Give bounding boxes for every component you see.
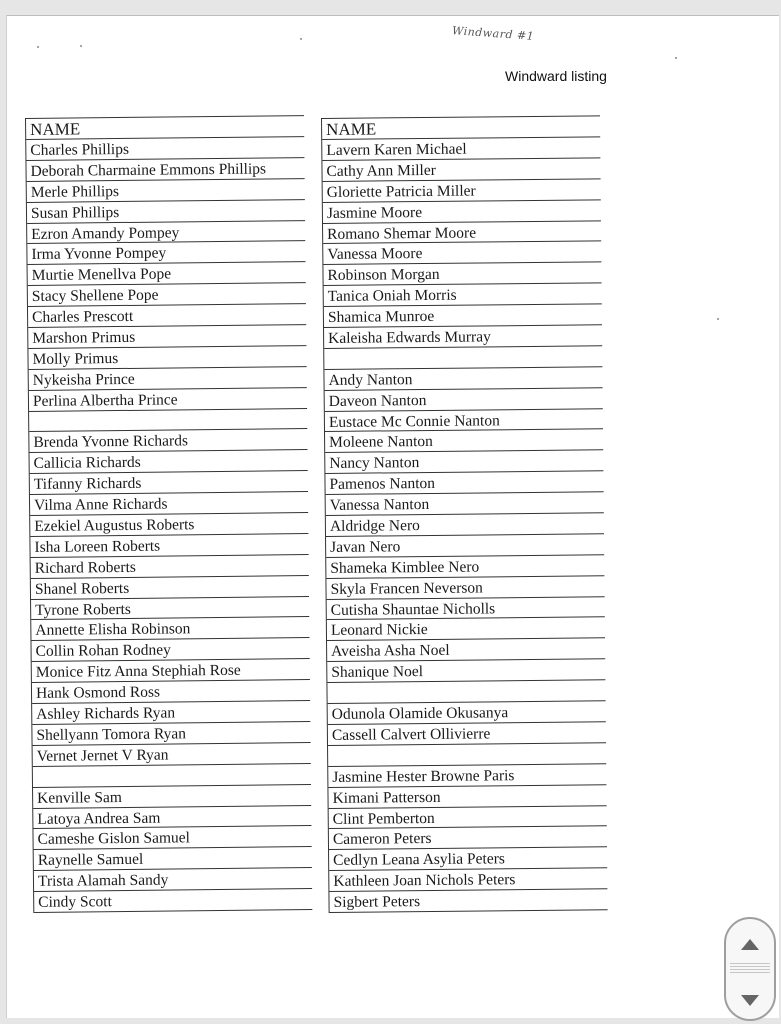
name-row: Skyla Francen Neverson	[326, 576, 604, 600]
name-row: Moleene Nanton	[325, 430, 603, 454]
name-row	[328, 743, 606, 767]
scan-speck	[37, 46, 39, 48]
name-row: Collin Rohan Rodney	[31, 638, 309, 662]
scan-speck	[675, 57, 677, 59]
name-row: Tanica Oniah Morris	[324, 284, 602, 308]
names-column-right	[321, 115, 608, 913]
name-row: Odunola Olamide Okusanya	[328, 701, 606, 725]
triangle-down-icon	[741, 995, 759, 1006]
name-row: Romano Shemar Moore	[323, 221, 601, 245]
name-row: Vilma Anne Richards	[30, 492, 308, 516]
name-row: Cassell Calvert Ollivierre	[328, 722, 606, 746]
name-row: Pamenos Nanton	[325, 472, 603, 496]
name-row: Javan Nero	[326, 534, 604, 558]
name-row: Cindy Scott	[34, 889, 312, 913]
name-row: Brenda Yvonne Richards	[29, 430, 307, 454]
name-row: Andy Nanton	[324, 367, 602, 391]
name-row	[327, 680, 605, 704]
name-row: Shameka Kimblee Nero	[326, 555, 604, 579]
name-row: Deborah Charmaine Emmons Phillips	[26, 158, 304, 182]
name-row: Cathy Ann Miller	[322, 158, 600, 182]
name-row: Perlina Albertha Prince	[29, 388, 307, 412]
column-header: NAME	[26, 115, 304, 140]
name-row: Ashley Richards Ryan	[32, 701, 310, 725]
name-row: Molly Primus	[28, 346, 306, 370]
navigation-grip[interactable]	[730, 963, 770, 975]
name-row: Vernet Jernet V Ryan	[33, 743, 311, 767]
name-row: Tyrone Roberts	[31, 597, 309, 621]
name-row: Annette Elisha Robinson	[31, 618, 309, 642]
name-row: Cameshe Gislon Samuel	[33, 826, 311, 850]
names-column-left	[25, 115, 312, 913]
name-row: Ezron Amandy Pompey	[27, 221, 305, 245]
name-row: Gloriette Patricia Miller	[323, 179, 601, 203]
name-row: Kenville Sam	[33, 785, 311, 809]
name-row: Daveon Nanton	[325, 388, 603, 412]
name-row: Richard Roberts	[31, 555, 309, 579]
triangle-up-icon	[741, 939, 759, 950]
name-row: Shellyann Tomora Ryan	[32, 722, 310, 746]
name-row: Kimani Patterson	[328, 785, 606, 809]
name-row: Hank Osmond Ross	[32, 680, 310, 704]
page-navigation-control	[724, 917, 776, 1021]
name-row: Latoya Andrea Sam	[33, 806, 311, 830]
name-row: Tifanny Richards	[30, 471, 308, 495]
scan-speck	[717, 318, 719, 320]
name-row: Jasmine Hester Browne Paris	[328, 764, 606, 788]
name-row: Nancy Nanton	[325, 451, 603, 475]
name-row: Charles Prescott	[28, 304, 306, 328]
name-row: Nykeisha Prince	[29, 367, 307, 391]
page-down-button[interactable]	[726, 977, 774, 1017]
name-row: Susan Phillips	[27, 200, 305, 224]
name-row	[33, 764, 311, 788]
name-row: Kaleisha Edwards Murray	[324, 325, 602, 349]
column-header: NAME	[322, 115, 600, 140]
name-row: Sigbert Peters	[329, 889, 607, 913]
name-row: Jasmine Moore	[323, 200, 601, 224]
name-row: Irma Yvonne Pompey	[27, 242, 305, 266]
name-row: Marshon Primus	[28, 325, 306, 349]
name-row: Murtie Menellva Pope	[28, 262, 306, 286]
name-row: Cutisha Shauntae Nicholls	[327, 597, 605, 621]
scan-speck	[300, 38, 302, 40]
name-row: Cedlyn Leana Asylia Peters	[329, 848, 607, 872]
name-row: Shamica Munroe	[324, 304, 602, 328]
name-row: Ezekiel Augustus Roberts	[30, 513, 308, 537]
name-row: Aveisha Asha Noel	[327, 639, 605, 663]
name-row: Leonard Nickie	[327, 618, 605, 642]
name-row: Cameron Peters	[329, 827, 607, 851]
name-row: Monice Fitz Anna Stephiah Rose	[32, 659, 310, 683]
name-row: Clint Pemberton	[329, 806, 607, 830]
handwritten-note: Windward #1	[451, 24, 535, 43]
name-row: Aldridge Nero	[326, 513, 604, 537]
name-row: Callicia Richards	[30, 450, 308, 474]
page-up-button[interactable]	[726, 925, 774, 965]
name-row: Trista Alamah Sandy	[34, 868, 312, 892]
document-page	[6, 15, 779, 1018]
name-row: Merle Phillips	[27, 179, 305, 203]
name-row: Charles Phillips	[26, 137, 304, 161]
document-title: Windward listing	[505, 68, 607, 84]
scan-speck	[80, 45, 82, 47]
name-row: Kathleen Joan Nichols Peters	[329, 868, 607, 892]
name-row	[324, 346, 602, 370]
name-row: Stacy Shellene Pope	[28, 283, 306, 307]
name-row	[29, 409, 307, 433]
name-row: Shanel Roberts	[31, 576, 309, 600]
name-row: Robinson Morgan	[323, 263, 601, 287]
name-row: Isha Loreen Roberts	[30, 534, 308, 558]
name-row: Vanessa Nanton	[326, 492, 604, 516]
name-row: Shanique Noel	[327, 660, 605, 684]
name-row: Raynelle Samuel	[34, 847, 312, 871]
name-row: Lavern Karen Michael	[322, 137, 600, 161]
name-row: Vanessa Moore	[323, 242, 601, 266]
name-row: Eustace Mc Connie Nanton	[325, 409, 603, 433]
